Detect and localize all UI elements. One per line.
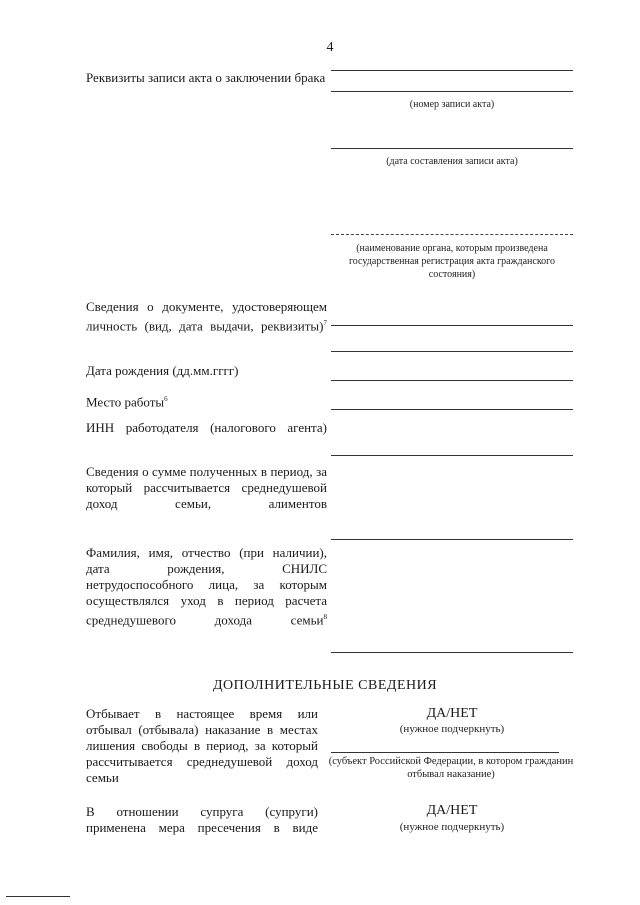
employer-inn-label: ИНН работодателя (налогового агента): [86, 420, 327, 435]
footnote-7: 7: [323, 319, 327, 327]
footnote-8: 8: [323, 613, 327, 621]
record-number-caption: (номер записи акта): [409, 99, 495, 110]
footnote-6: 6: [164, 395, 168, 403]
identity-doc-line-2[interactable]: [331, 351, 573, 352]
record-date-line[interactable]: [331, 148, 573, 149]
birth-date-label: Дата рождения (дд.мм.гггг): [86, 363, 239, 378]
authority-caption: (наименование органа, которым произведена государственная регистрация акта гражданского состояния): [348, 243, 556, 280]
spouse-yes-no[interactable]: ДА/НЕТ: [426, 803, 478, 818]
birth-date-line[interactable]: [331, 380, 573, 381]
page-number: 4: [326, 40, 334, 55]
workplace-line[interactable]: [331, 409, 573, 410]
identity-doc-line[interactable]: [331, 325, 573, 326]
spouse-measure-label: В отношении супруга (супруги) применена мера пресечения в виде: [86, 804, 318, 835]
alimony-line[interactable]: [331, 539, 573, 540]
imprisonment-yes-no[interactable]: ДА/НЕТ: [426, 706, 478, 721]
spouse-underline-note: (нужное подчеркнуть): [399, 821, 505, 833]
marriage-record-label: Реквизиты записи акта о заключении брака: [86, 70, 326, 85]
record-number-line-2[interactable]: [331, 91, 573, 92]
imprisonment-underline-note: (нужное подчеркнуть): [399, 723, 505, 735]
employer-inn-line[interactable]: [331, 455, 573, 456]
record-date-caption: (дата составления записи акта): [386, 156, 518, 167]
identity-doc-label: Сведения о документе, удостоверяющем личность (вид, дата выдачи, реквизиты)$^7$: [86, 299, 327, 334]
record-number-line[interactable]: [331, 70, 573, 71]
imprisonment-label: Отбывает в настоящее время или отбывал (отбывала) наказание в местах лишения свободы в период, за который рассчитывается среднедушевой доход семьи: [86, 706, 318, 785]
region-caption: (субъект Российской Федерации, в котором гражданин отбывал наказание): [328, 756, 574, 780]
authority-line[interactable]: [331, 234, 573, 235]
caregiver-label: Фамилия, имя, отчество (при наличии), дата рождения, СНИЛС нетрудоспособного лица, за которым осуществлялся уход в период расчета среднедушевого дохода семьи$^8$: [86, 545, 327, 628]
caregiver-line[interactable]: [331, 652, 573, 653]
alimony-label: Сведения о сумме полученных в период, за который рассчитывается среднедушевой доход семьи, алиментов: [86, 464, 327, 511]
workplace-label: Место работы$^6$: [86, 394, 168, 410]
footnote-separator: [6, 896, 70, 897]
region-line[interactable]: [331, 752, 559, 753]
section-title: ДОПОЛНИТЕЛЬНЫЕ СВЕДЕНИЯ: [212, 678, 438, 693]
